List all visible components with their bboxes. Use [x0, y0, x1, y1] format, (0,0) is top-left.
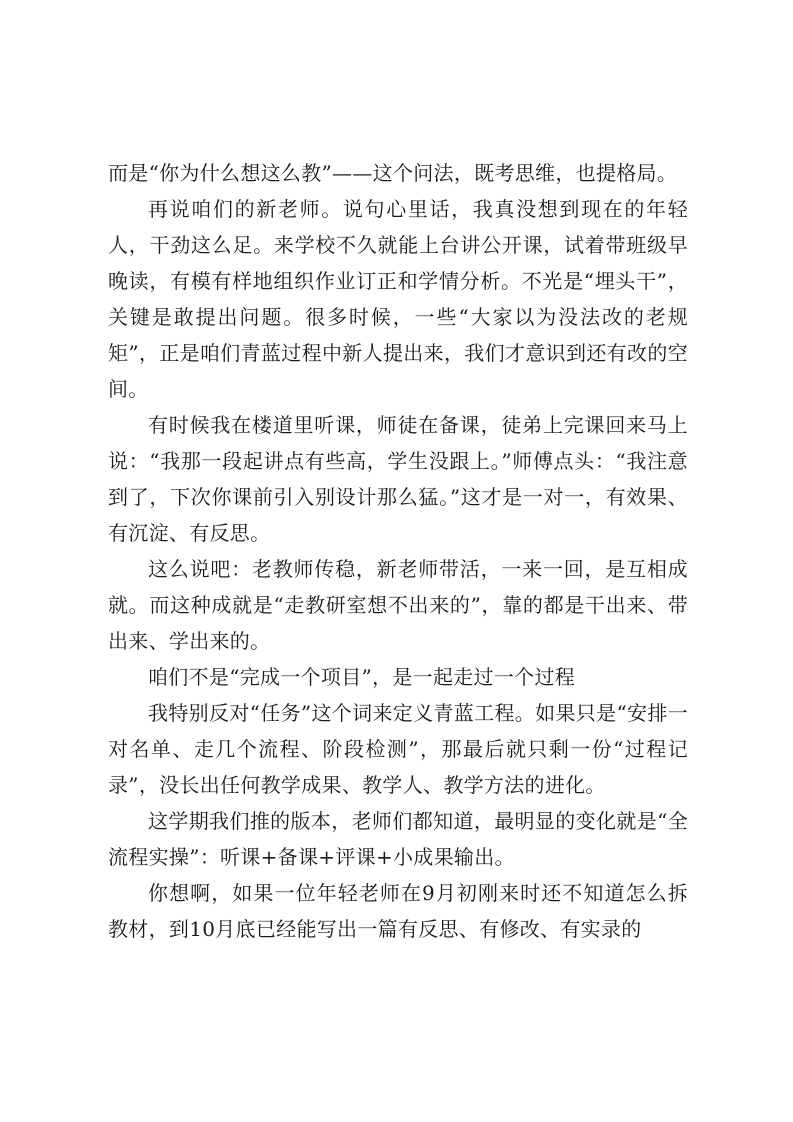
paragraph-new-teachers: 再说咱们的新老师。说句心里话，我真没想到现在的年轻人，干劲这么足。来学校不久就能上台讲公开课，试着带班级早晚读，有模有样地组织作业订正和学情分析。不光是“埋头干”，关键是敢提出问题。很多时候，一些“大家以为没法改的老规矩”，正是咱们青蓝过程中新人提出来，我们才意识到还有改的空间。 [108, 197, 688, 401]
paragraph-mutual-achievement: 这么说吧：老教师传稳，新老师带活，一来一回，是互相成就。而这种成就是“走教研室想不出来的”，靠的都是干出来、带出来、学出来的。 [108, 557, 688, 653]
paragraph-young-teacher-example: 你想啊，如果一位年轻老师在9月初刚来时还不知道怎么拆教材，到10月底已经能写出一篇有反思、有修改、有实录的 [108, 881, 688, 941]
section-heading-process: 咱们不是“完成一个项目”，是一起走过一个过程 [148, 665, 576, 689]
paragraph-continuation: 而是“你为什么想这么教”——这个问法，既考思维，也提格局。 [108, 161, 678, 185]
paragraph-against-tasks: 我特别反对“任务”这个词来定义青蓝工程。如果只是“安排一对名单、走几个流程、阶段检测”，那最后就只剩一份“过程记录”，没长出任何教学成果、教学人、教学方法的进化。 [108, 701, 688, 797]
document-body [108, 155, 688, 947]
paragraph-full-process: 这学期我们推的版本，老师们都知道，最明显的变化就是“全流程实操”：听课+备课+评课+小成果输出。 [108, 809, 688, 869]
paragraph-corridor-lesson: 有时候我在楼道里听课，师徒在备课，徒弟上完课回来马上说：“我那一段起讲点有些高，学生没跟上。”师傅点头：“我注意到了，下次你课前引入别设计那么猛。”这才是一对一，有效果、有沉淀、有反思。 [108, 413, 688, 545]
